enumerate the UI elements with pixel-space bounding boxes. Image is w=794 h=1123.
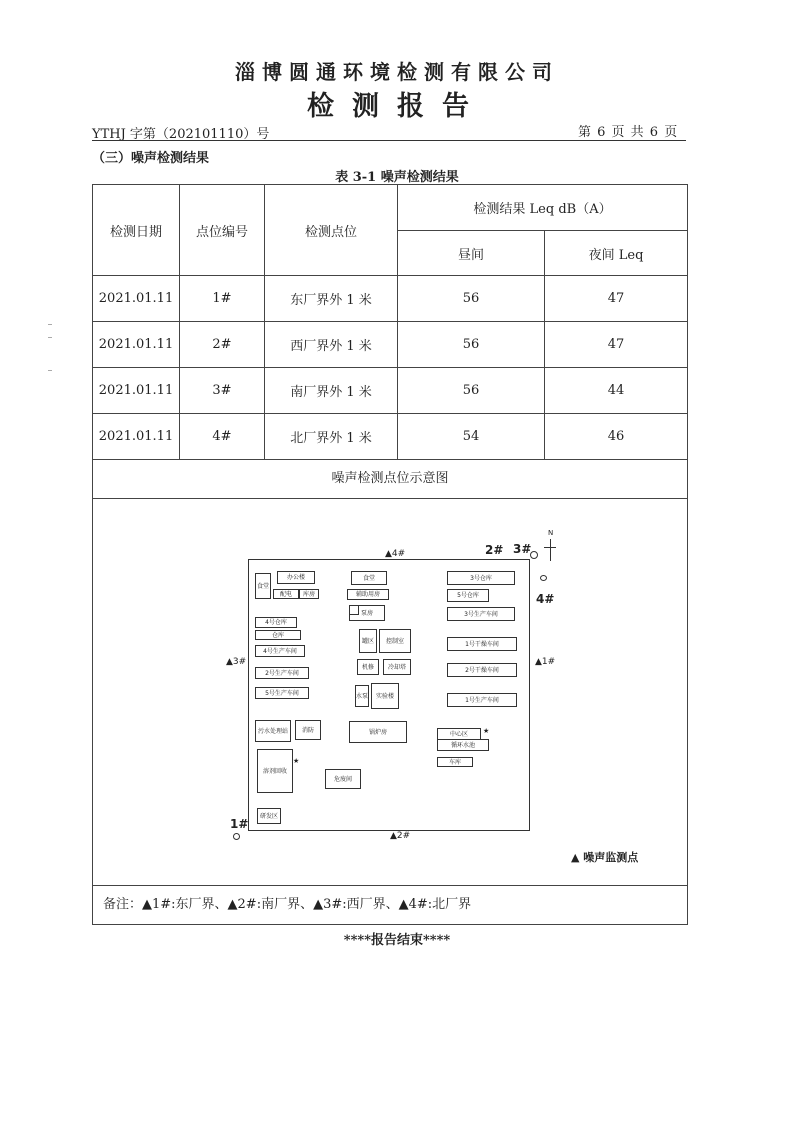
table-row: [93, 322, 688, 368]
building-warehouse5: 5号仓库: [447, 589, 489, 602]
building-workshop2: 2号生产车间: [255, 667, 309, 679]
cell-location: 东厂界外 1 米: [265, 276, 398, 322]
building-misc: 配电: [273, 589, 299, 599]
monitor-point-south: ▲2#: [390, 831, 411, 841]
point-circle-icon: [540, 575, 547, 581]
cell-day: 56: [398, 276, 545, 322]
noise-results-table: [92, 184, 688, 460]
building-office: 办公楼: [277, 571, 315, 584]
cell-date: 2021.01.11: [93, 276, 180, 322]
cell-location: 西厂界外 1 米: [265, 322, 398, 368]
header-result-group: 检测结果 Leq dB（A）: [398, 185, 688, 231]
cell-night: 47: [545, 322, 688, 368]
point-circle-icon: [530, 551, 538, 559]
building-lab: 实验楼: [371, 683, 399, 709]
building-misc: 车库: [437, 757, 473, 767]
building-pump: 泵房: [349, 605, 385, 621]
scan-mark: [48, 370, 52, 371]
cell-night: 47: [545, 276, 688, 322]
header-rule: [92, 140, 686, 141]
building-solvent: 溶剂回收: [257, 749, 293, 793]
map-title: 噪声检测点位示意图: [93, 460, 687, 499]
building-warehouse4: 4号仓库: [255, 617, 297, 628]
cell-day: 56: [398, 322, 545, 368]
building-misc: 仓库: [255, 630, 301, 640]
table-row: [93, 368, 688, 414]
monitor-point-west: ▲3#: [226, 657, 247, 667]
cell-date: 2021.01.11: [93, 322, 180, 368]
map-legend: ▲ 噪声监测点: [571, 851, 639, 864]
building-misc: 库房: [299, 589, 319, 599]
building-misc: 消防: [295, 720, 321, 740]
end-of-report: ****报告结束****: [343, 933, 451, 948]
building-workshop5: 5号生产车间: [255, 687, 309, 699]
cell-date: 2021.01.11: [93, 368, 180, 414]
scan-mark: [48, 337, 52, 338]
building-misc: 机修: [357, 659, 379, 675]
cell-point: 4#: [180, 414, 265, 460]
page-number: 第 6 页 共 6 页: [578, 125, 679, 140]
north-label: N: [548, 529, 554, 537]
company-name: 淄博圆通环境检测有限公司: [235, 60, 559, 84]
section-title: （三）噪声检测结果: [92, 151, 210, 166]
table-row: [93, 414, 688, 460]
remark: 备注：▲1#:东厂界、▲2#:南厂界、▲3#:西厂界、▲4#:北厂界: [103, 897, 472, 912]
map-section: [92, 460, 688, 925]
building-rd: 研发区: [257, 808, 281, 824]
cell-location: 北厂界外 1 米: [265, 414, 398, 460]
building-misc: 辅助用房: [347, 589, 389, 600]
cell-day: 56: [398, 368, 545, 414]
header-day: 昼间: [398, 231, 545, 276]
building-circulating: 循环水池: [437, 739, 489, 751]
table-caption: 表 3-1 噪声检测结果: [335, 170, 459, 185]
cell-night: 46: [545, 414, 688, 460]
document-number: YTHJ 字第（202101110）号: [92, 127, 270, 142]
point-label-2: 2#: [485, 543, 504, 557]
building-canteen: 食堂: [255, 573, 271, 599]
building-dryer1: 1号干燥车间: [447, 637, 517, 651]
north-arrow-crossbar: [544, 547, 556, 548]
point-label-1: 1#: [230, 817, 249, 831]
building-workshop3: 3号生产车间: [447, 607, 515, 621]
building-workshop4: 4号生产车间: [255, 645, 305, 657]
cell-night: 44: [545, 368, 688, 414]
monitor-star-icon: ★: [483, 727, 490, 735]
report-title: 检测报告: [307, 91, 487, 122]
north-arrow-icon: [550, 539, 551, 561]
building-dining: 食堂: [351, 571, 387, 585]
scan-mark: [48, 324, 52, 325]
building-workshop1: 1号生产车间: [447, 693, 517, 707]
header-night: 夜间 Leq: [545, 231, 688, 276]
point-label-3: 3#: [513, 542, 532, 556]
building-misc: 水泵: [355, 685, 369, 707]
building-control: 控制室: [379, 629, 411, 653]
monitor-point-north: ▲4#: [385, 549, 406, 559]
cell-point: 1#: [180, 276, 265, 322]
building-dryer2: 2号干燥车间: [447, 663, 517, 677]
monitor-point-east: ▲1#: [535, 657, 556, 667]
site-map: [93, 499, 687, 886]
building-tank: 罐区: [359, 629, 377, 653]
building-misc: 冷却塔: [383, 659, 411, 675]
header-date: 检测日期: [93, 185, 180, 276]
point-circle-icon: [233, 833, 240, 840]
building-boiler: 锅炉房: [349, 721, 407, 743]
point-label-4: 4#: [536, 592, 555, 606]
building-hazard: 危废间: [325, 769, 361, 789]
header-location: 检测点位: [265, 185, 398, 276]
building-wastewater: 污水处理站: [255, 720, 291, 742]
cell-point: 3#: [180, 368, 265, 414]
cell-day: 54: [398, 414, 545, 460]
monitor-star-icon: ★: [293, 757, 300, 765]
header-point-no: 点位编号: [180, 185, 265, 276]
table-row: [93, 276, 688, 322]
building-warehouse3: 3号仓库: [447, 571, 515, 585]
building-center: 中心区: [437, 728, 481, 740]
cell-date: 2021.01.11: [93, 414, 180, 460]
cell-point: 2#: [180, 322, 265, 368]
cell-location: 南厂界外 1 米: [265, 368, 398, 414]
